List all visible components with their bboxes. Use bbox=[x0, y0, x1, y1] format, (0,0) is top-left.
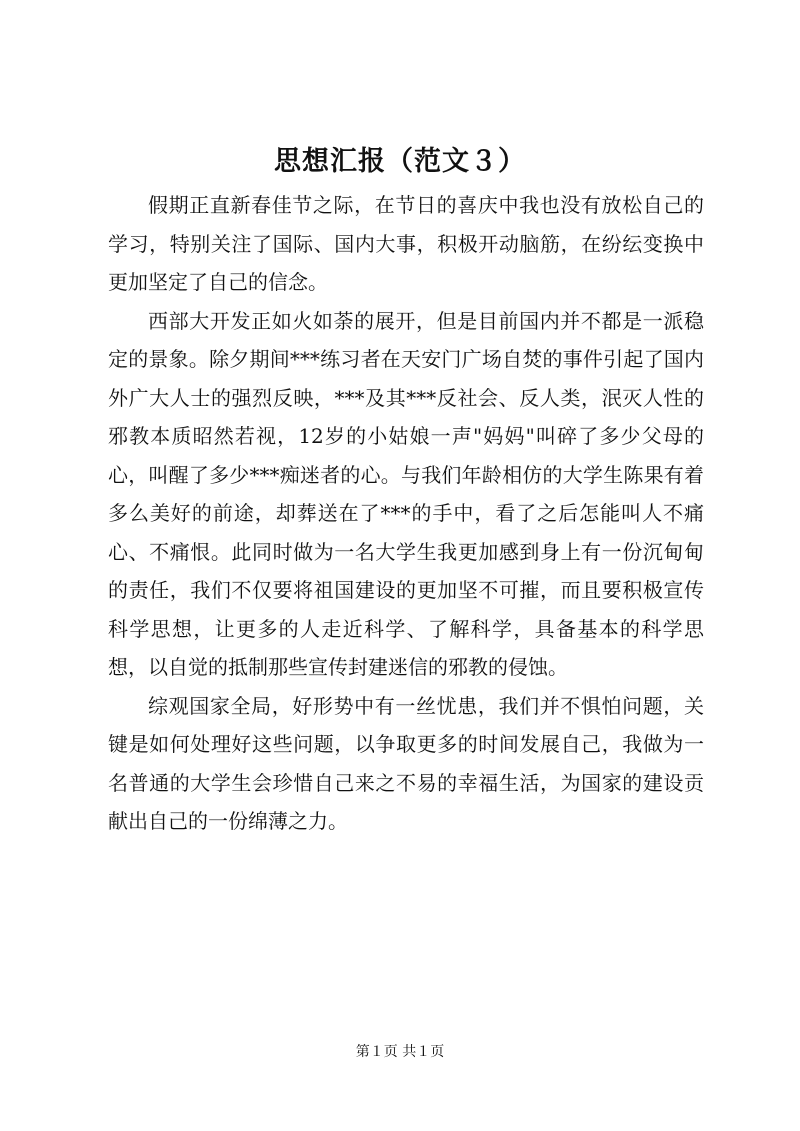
paragraph-1: 假期正直新春佳节之际，在节日的喜庆中我也没有放松自己的学习，特别关注了国际、国内大事，积极开动脑筋，在纷纭变换中更加坚定了自己的信念。 bbox=[108, 193, 704, 294]
paragraph-3: 综观国家全局，好形势中有一丝忧患，我们并不惧怕问题，关键是如何处理好这些问题，以争取更多的时间发展自己，我做为一名普通的大学生会珍惜自己来之不易的幸福生活，为国家的建设贡献出自己的一份绵薄之力。 bbox=[108, 693, 704, 833]
paragraph-2: 西部大开发正如火如荼的展开，但是目前国内并不都是一派稳定的景象。除夕期间***练习者在天安门广场自焚的事件引起了国内外广大人士的强烈反映，***及其***反社会、反人类，泯灭人性的邪教本质昭然若视，12岁的小姑娘一声"妈妈"叫碎了多少父母的心，叫醒了多少***痴迷者的心。与我们年龄相仿的大学生陈果有着多么美好的前途，却葬送在了***的手中，看了之后怎能叫人不痛心、不痛恨。此同时做为一名大学生我更加感到身上有一份沉甸甸的责任，我们不仅要将祖国建设的更加坚不可摧，而且要积极宣传科学思想，让更多的人走近科学、了解科学，具备基本的科学思想，以自觉的抵制那些宣传封建迷信的邪教的侵蚀。 bbox=[108, 308, 704, 679]
document-title: 思想汇报（范文３） bbox=[274, 146, 526, 177]
document-body bbox=[108, 186, 704, 841]
page-footer: 第１页 共１页 bbox=[355, 1044, 445, 1060]
